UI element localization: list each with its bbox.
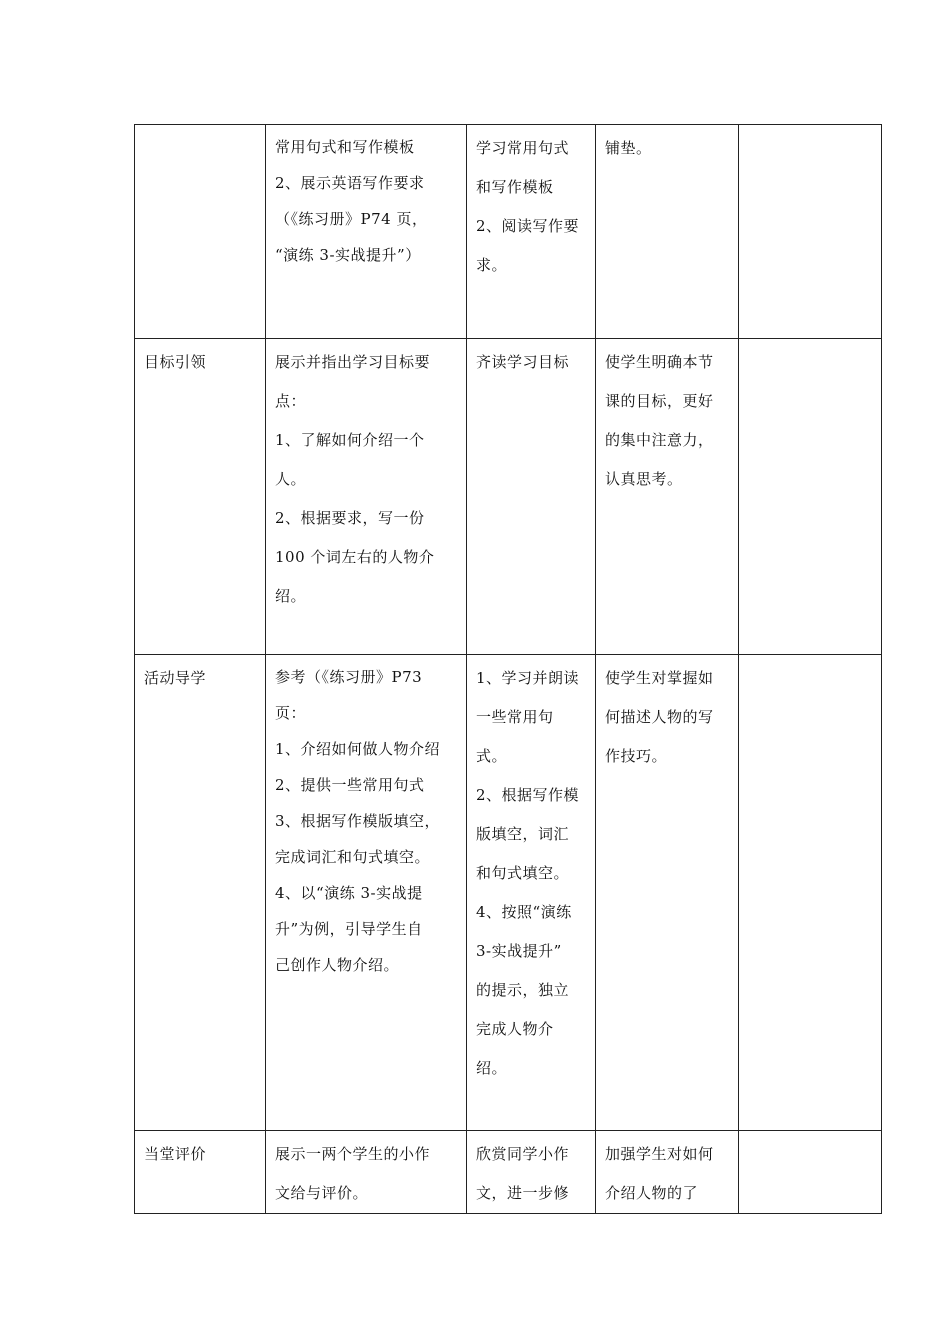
table-row bbox=[135, 655, 882, 1131]
table-row bbox=[135, 1131, 882, 1214]
teacher-activity-cell: 参考（《练习册》P73 页： 1、介绍如何做人物介绍 2、提供一些常用句式 3、根据写作模版填空， 完成词汇和句式填空。 4、以“演练 3-实战提 升”为例，引导学生自 己创作人物介绍。 bbox=[266, 655, 467, 1131]
notes-cell bbox=[739, 125, 882, 339]
table-row bbox=[135, 125, 882, 339]
teacher-activity-cell: 展示并指出学习目标要 点： 1、了解如何介绍一个 人。 2、根据要求，写一份 100 个词左右的人物介 绍。 bbox=[266, 339, 467, 655]
purpose-cell: 使学生对掌握如 何描述人物的写 作技巧。 bbox=[596, 655, 739, 1131]
stage-cell: 当堂评价 bbox=[135, 1131, 266, 1214]
student-activity-cell: 齐读学习目标 bbox=[467, 339, 596, 655]
student-activity-cell: 欣赏同学小作 文，进一步修 bbox=[467, 1131, 596, 1214]
notes-cell bbox=[739, 1131, 882, 1214]
teacher-activity-cell: 展示一两个学生的小作 文给与评价。 bbox=[266, 1131, 467, 1214]
purpose-cell: 加强学生对如何 介绍人物的了 bbox=[596, 1131, 739, 1214]
stage-cell: 活动导学 bbox=[135, 655, 266, 1131]
notes-cell bbox=[739, 655, 882, 1131]
teacher-activity-cell: 常用句式和写作模板 2、展示英语写作要求 （《练习册》P74 页， “演练 3-实战提升”） bbox=[266, 125, 467, 339]
stage-cell: 目标引领 bbox=[135, 339, 266, 655]
lesson-plan-table bbox=[134, 124, 882, 1214]
table-row bbox=[135, 339, 882, 655]
purpose-cell: 使学生明确本节 课的目标，更好 的集中注意力， 认真思考。 bbox=[596, 339, 739, 655]
notes-cell bbox=[739, 339, 882, 655]
student-activity-cell: 学习常用句式 和写作模板 2、阅读写作要 求。 bbox=[467, 125, 596, 339]
stage-cell bbox=[135, 125, 266, 339]
purpose-cell: 铺垫。 bbox=[596, 125, 739, 339]
student-activity-cell: 1、学习并朗读 一些常用句 式。 2、根据写作模 版填空，词汇 和句式填空。 4、按照“演练 3-实战提升” 的提示，独立 完成人物介 绍。 bbox=[467, 655, 596, 1131]
